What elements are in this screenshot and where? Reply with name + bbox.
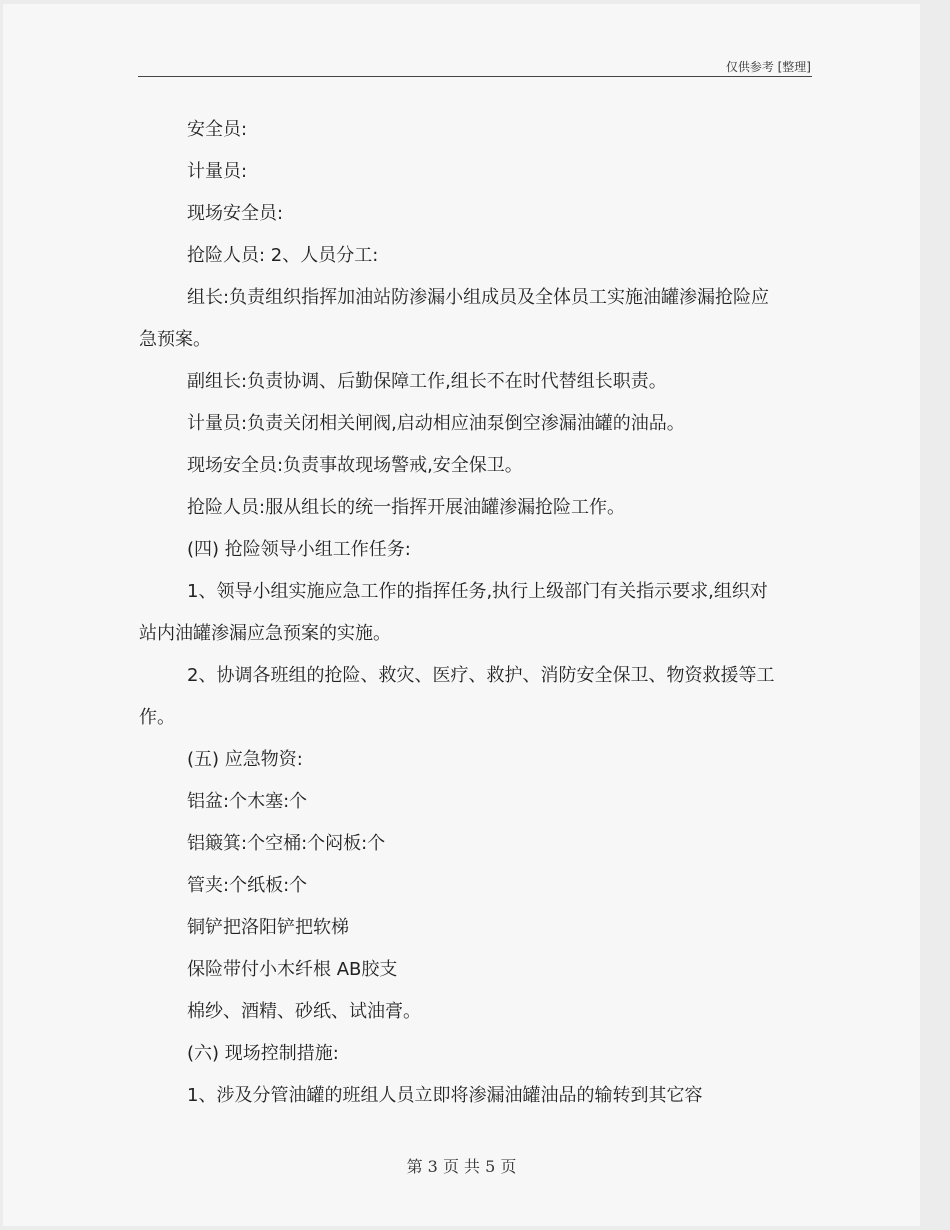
header-divider	[138, 76, 812, 77]
paragraph: 抢险人员:服从组长的统一指挥开展油罐渗漏抢险工作。	[187, 497, 626, 518]
paragraph: 副组长:负责协调、后勤保障工作,组长不在时代替组长职责。	[187, 371, 667, 392]
page-footer: 第 3 页 共 5 页	[406, 1157, 517, 1176]
page-header: 仅供参考 [整理]	[725, 60, 811, 74]
paragraph: 组长:负责组织指挥加油站防渗漏小组成员及全体员工实施油罐渗漏抢险应急预案。	[139, 287, 770, 350]
paragraph: 2、协调各班组的抢险、救灾、医疗、救护、消防安全保卫、物资救援等工作。	[139, 665, 775, 728]
document-body	[139, 109, 779, 1117]
paragraph: 铝簸箕:个空桶:个闷板:个	[187, 833, 386, 854]
section-heading: (六) 现场控制措施:	[187, 1043, 339, 1064]
paragraph: 安全员:	[187, 119, 248, 140]
paragraph: 管夹:个纸板:个	[187, 875, 308, 896]
paragraph: 计量员:负责关闭相关闸阀,启动相应油泵倒空渗漏油罐的油品。	[187, 413, 685, 434]
paragraph: 现场安全员:	[187, 203, 284, 224]
document-page	[3, 4, 920, 1226]
paragraph: 棉纱、酒精、砂纸、试油膏。	[187, 1001, 421, 1022]
paragraph: 铜铲把洛阳铲把软梯	[187, 917, 349, 938]
paragraph: 保险带付小木纤根 AB胶支	[187, 959, 398, 980]
section-heading: (五) 应急物资:	[187, 749, 303, 770]
paragraph: 铝盆:个木塞:个	[187, 791, 308, 812]
paragraph: 1、领导小组实施应急工作的指挥任务,执行上级部门有关指示要求,组织对站内油罐渗漏应急预案的实施。	[139, 581, 768, 644]
paragraph: 现场安全员:负责事故现场警戒,安全保卫。	[187, 455, 523, 476]
section-heading: (四) 抢险领导小组工作任务:	[187, 539, 411, 560]
paragraph: 抢险人员: 2、人员分工:	[187, 245, 379, 266]
paragraph: 计量员:	[187, 161, 248, 182]
paragraph: 1、涉及分管油罐的班组人员立即将渗漏油罐油品的输转到其它容	[187, 1085, 703, 1106]
